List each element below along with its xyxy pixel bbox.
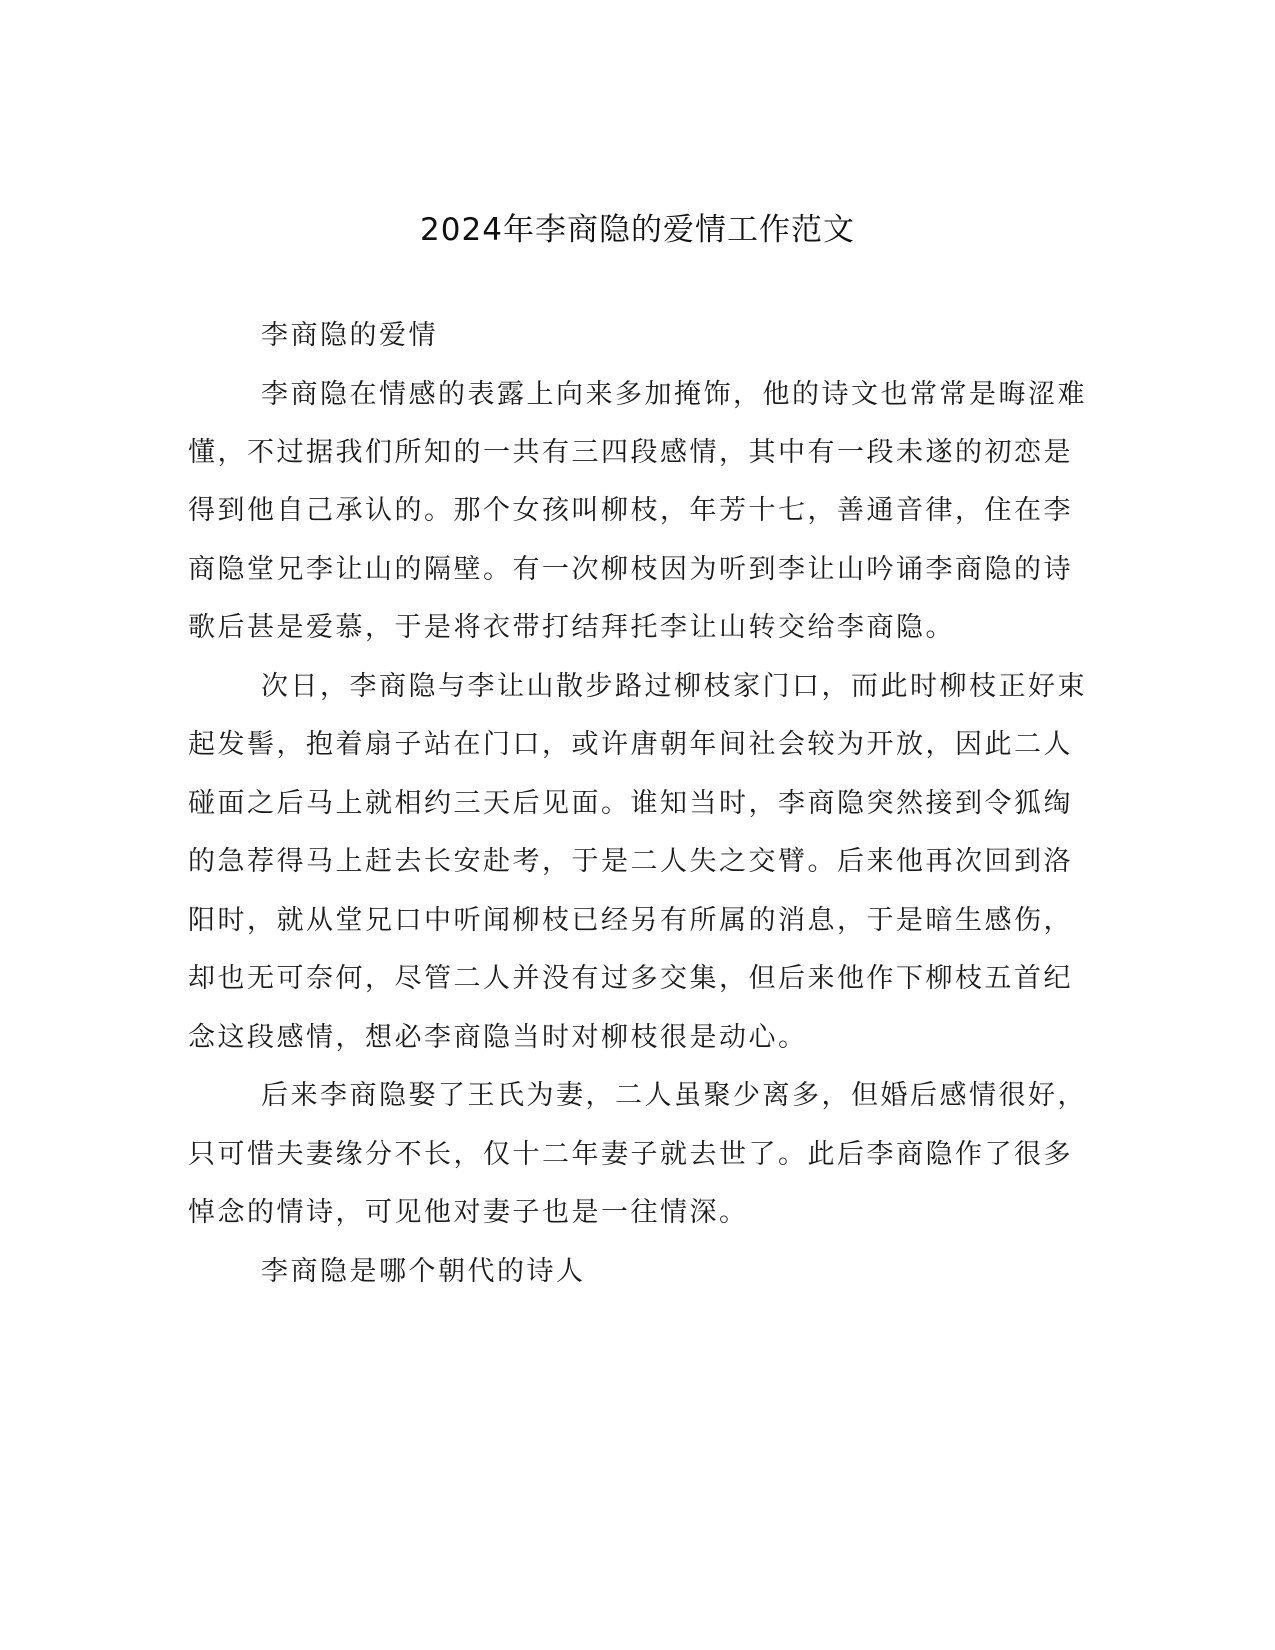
paragraph-line: 歌后甚是爱慕，于是将衣带打结拜托李让山转交给李商隐。 (188, 612, 955, 643)
paragraph-line: 阳时，就从堂兄口中听闻柳枝已经另有所属的消息，于是暗生感伤， (188, 905, 1073, 936)
paragraph-line: 起发髻，抱着扇子站在门口，或许唐朝年间社会较为开放，因此二人 (188, 729, 1073, 760)
paragraph-line: 后来李商隐娶了王氏为妻，二人虽聚少离多，但婚后感情很好， (261, 1080, 1087, 1111)
paragraph-line: 只可惜夫妻缘分不长，仅十二年妻子就去世了。此后李商隐作了很多 (188, 1139, 1073, 1170)
paragraph-line: 懂，不过据我们所知的一共有三四段感情，其中有一段未遂的初恋是 (188, 437, 1073, 468)
paragraph-line: 商隐堂兄李让山的隔壁。有一次柳枝因为听到李让山吟诵李商隐的诗 (188, 554, 1073, 585)
section-heading: 李商隐是哪个朝代的诗人 (261, 1256, 586, 1287)
paragraph-line: 次日，李商隐与李让山散步路过柳枝家门口，而此时柳枝正好束 (261, 671, 1087, 702)
document-title: 2024年李商隐的爱情工作范文 (420, 212, 855, 248)
paragraph-line: 的急荐得马上赶去长安赴考，于是二人失之交臂。后来他再次回到洛 (188, 846, 1073, 877)
paragraph-line: 却也无可奈何，尽管二人并没有过多交集，但后来他作下柳枝五首纪 (188, 963, 1073, 994)
paragraph-line: 念这段感情，想必李商隐当时对柳枝很是动心。 (188, 1022, 808, 1053)
paragraph-line: 得到他自己承认的。那个女孩叫柳枝，年芳十七，善通音律，住在李 (188, 495, 1073, 526)
section-heading: 李商隐的爱情 (261, 320, 438, 351)
paragraph-line: 碰面之后马上就相约三天后见面。谁知当时，李商隐突然接到令狐绹 (188, 788, 1073, 819)
paragraph-line: 悼念的情诗，可见他对妻子也是一往情深。 (188, 1197, 749, 1228)
paragraph-line: 李商隐在情感的表露上向来多加掩饰，他的诗文也常常是晦涩难 (261, 379, 1087, 410)
